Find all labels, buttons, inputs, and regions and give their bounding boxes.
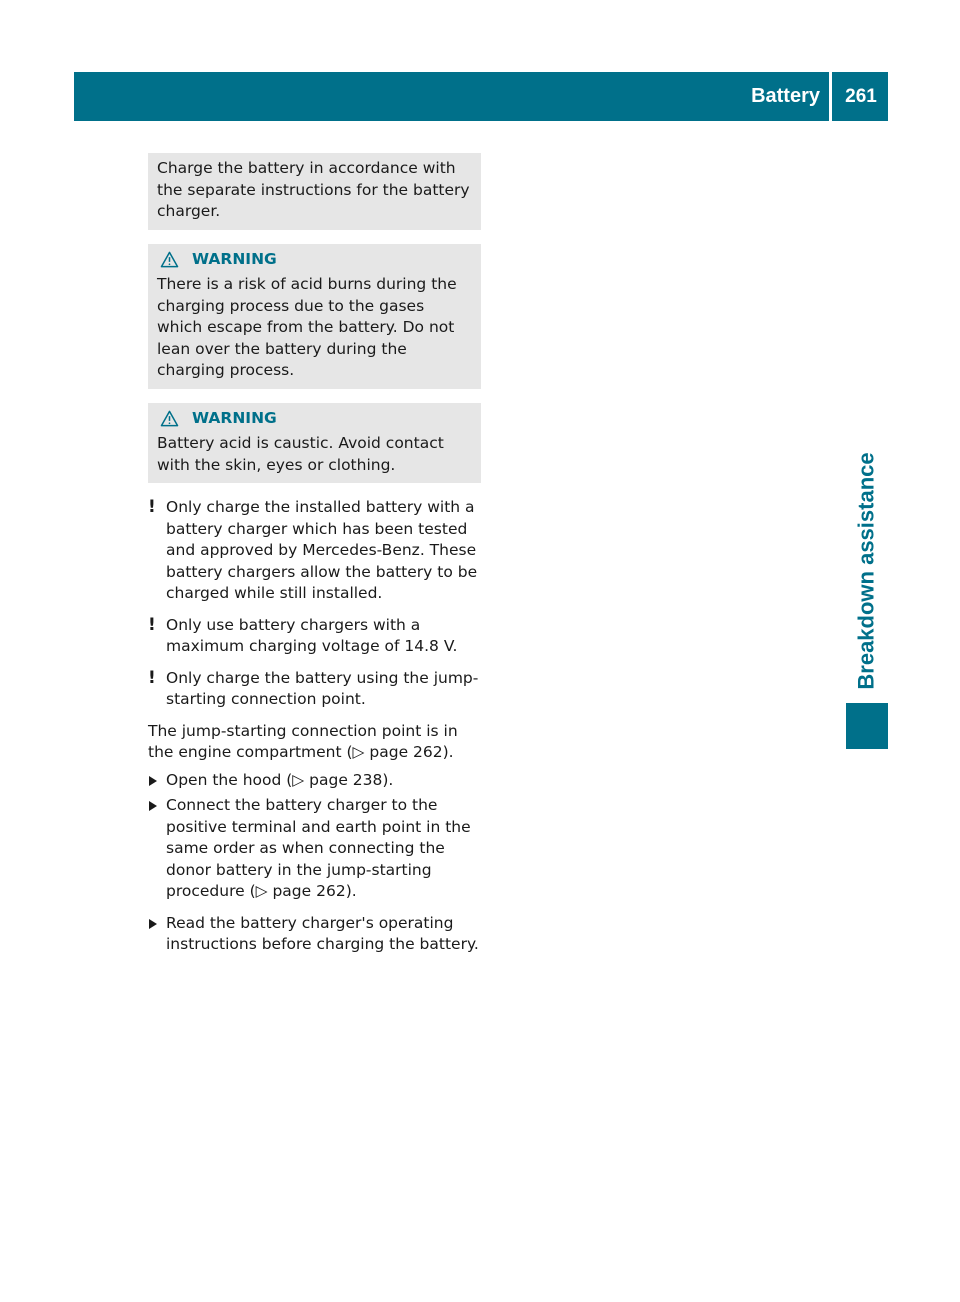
warning-box	[148, 403, 481, 484]
info-box	[148, 153, 481, 230]
step-text: Open the hood (▷ page 238).	[166, 770, 394, 789]
warning-box	[148, 244, 481, 389]
step-item	[148, 770, 481, 792]
warning-heading-label: WARNING	[192, 249, 277, 268]
main-column	[148, 153, 481, 960]
exclamation-icon: !	[148, 497, 156, 517]
warning-heading	[157, 249, 473, 271]
step-item	[148, 913, 481, 956]
note-item	[148, 615, 481, 658]
body-paragraph: The jump-starting connection point is in the engine compartment (▷ page 262).	[148, 721, 458, 761]
exclamation-icon: !	[148, 614, 156, 635]
step-arrow-icon	[149, 776, 157, 786]
note-text: Only use battery chargers with a maximum charging voltage of 14.8 V.	[166, 615, 458, 655]
chapter-tab-label: Breakdown assistance	[854, 452, 880, 690]
warning-text: Battery acid is caustic. Avoid contact with the skin, eyes or clothing.	[157, 434, 444, 474]
warning-text: There is a risk of acid burns during the charging process due to the gases which escape from the battery. Do not lean over the battery during the charging process.	[157, 275, 457, 379]
step-item	[148, 795, 481, 903]
step-text: Connect the battery charger to the positive terminal and earth point in the same order as when connecting the donor battery in the jump-starting procedure (▷ page 262).	[166, 796, 471, 900]
step-arrow-icon	[149, 801, 157, 811]
note-item	[148, 668, 481, 711]
note-item	[148, 497, 481, 605]
section-title: Battery	[751, 85, 820, 107]
note-text: Only charge the battery using the jump-starting connection point.	[166, 668, 479, 708]
warning-heading-label: WARNING	[192, 408, 277, 427]
page-header	[74, 72, 888, 121]
warning-heading	[157, 408, 473, 430]
step-text: Read the battery charger's operating instructions before charging the battery.	[166, 913, 479, 953]
warning-triangle-icon	[160, 251, 179, 268]
step-arrow-icon	[149, 919, 157, 929]
note-text: Only charge the installed battery with a battery charger which has been tested and approved by Mercedes-Benz. These battery chargers allow the battery to be charged while still installed.	[166, 498, 478, 602]
chapter-tab-marker	[846, 703, 888, 749]
header-divider	[829, 72, 832, 121]
chapter-tab	[846, 446, 888, 696]
page-number: 261	[845, 86, 877, 107]
warning-triangle-icon	[160, 410, 179, 427]
exclamation-icon: !	[148, 667, 156, 688]
info-box-text: Charge the battery in accordance with the separate instructions for the battery charger.	[157, 159, 470, 220]
